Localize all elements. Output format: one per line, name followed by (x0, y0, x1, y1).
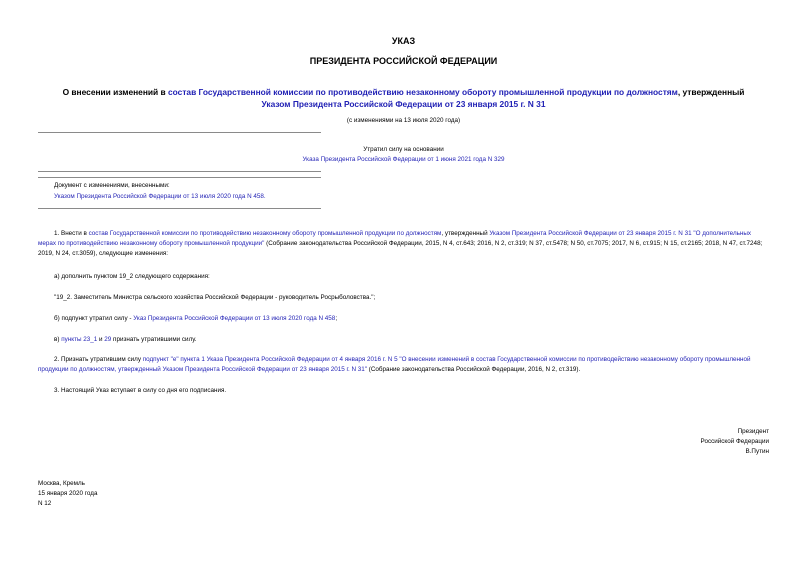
place-city: Москва, Кремль (38, 480, 85, 487)
item-1-link-decree[interactable]: Указом Президента Российской Федерации от 23 января 2015 г. N 31 "О дополнительных мерах по противодействию незаконному обороту промышленной продукции" (38, 230, 752, 247)
heading-link-commission[interactable]: состав Государственной комиссии по противодействию незаконному обороту промышленной продукции по должностям (168, 87, 678, 97)
item-a: а) дополнить пунктом 19_2 следующего содержания: (54, 273, 210, 280)
signature-title: Президент (737, 428, 769, 435)
item-2-text: 2. Признать утратившим силу (54, 356, 143, 363)
item-b-text: б) подпункт утратил силу - (54, 315, 134, 322)
place-number: N 12 (38, 500, 52, 507)
signature-name: В.Путин (745, 448, 769, 455)
amend-link[interactable]: Указом Президента Российской Федерации от 13 июля 2020 года N 458. (54, 193, 266, 200)
item-b (54, 314, 337, 324)
item-2-link[interactable]: подпункт "е" пункта 1 Указа Президента Российской Федерации от 4 января 2016 г. N 5 "О внесении изменений в состав Государственной комиссии по противодействию незаконному обороту промышленной продукции по должностям, утвержденный Указом Президента Российской Федерации от 23 января 2015 г. N 31" (38, 356, 751, 373)
heading-link-decree[interactable]: Указом Президента Российской Федерации от 23 января 2015 г. N 31 (261, 99, 546, 109)
item-v-link-29[interactable]: 29 (104, 336, 112, 343)
void-note: Утратил силу на основании (363, 146, 444, 153)
place-block (38, 479, 97, 509)
item-1-text: , утвержденный (441, 230, 490, 237)
item-v-link-23-1[interactable]: пункты 23_1 (61, 336, 98, 343)
divider (38, 132, 321, 133)
heading-text-1: О внесении изменений в (62, 87, 168, 97)
item-1-text: (Собрание законодательства Российской Федерации, 2015, N 4, ст.643; 2016, N 2, ст.319; N 37, ст.5478; N 50, ст.7075; 2017, N 6, ст.915; N 15, ст.2165; 2018, N 47, ст.7248; 2019, N 24, ст.3059), следующие изменения: (38, 240, 763, 257)
item-1-text: 1. Внести в (54, 230, 89, 237)
place-date: 15 января 2020 года (38, 490, 98, 497)
divider (38, 177, 321, 178)
divider (38, 208, 321, 209)
changes-note: (с изменениями на 13 июля 2020 года) (346, 117, 461, 124)
item-quote: "19_2. Заместитель Министра сельского хозяйства Российской Федерации - руководитель Росрыболовства."; (54, 294, 376, 301)
signature (701, 427, 769, 457)
doc-subtitle: ПРЕЗИДЕНТА РОССИЙСКОЙ ФЕДЕРАЦИИ (309, 56, 498, 66)
heading-text-2: , утвержденный (677, 87, 745, 97)
amend-label: Документ с изменениями, внесенными: (54, 182, 170, 189)
item-v-text: в) (54, 336, 62, 343)
doc-heading (0, 86, 807, 110)
item-2-text: (Собрание законодательства Российской Федерации, 2016, N 2, ст.319). (367, 366, 581, 373)
item-v-text: и (97, 336, 105, 343)
item-b-text: ; (335, 315, 338, 322)
void-link[interactable]: Указа Президента Российской Федерации от 1 июня 2021 года N 329 (302, 156, 505, 163)
divider (38, 171, 321, 172)
item-1 (38, 229, 770, 259)
item-3: 3. Настоящий Указ вступает в силу со дня его подписания. (54, 387, 227, 394)
item-v (54, 335, 197, 345)
item-b-link[interactable]: Указ Президента Российской Федерации от 13 июля 2020 года N 458 (133, 315, 336, 322)
item-v-text: признать утратившими силу. (111, 336, 197, 343)
doc-title: УКАЗ (391, 36, 416, 46)
item-1-link-commission[interactable]: состав Государственной комиссии по противодействию незаконному обороту промышленной продукции по должностям (88, 230, 442, 237)
item-2 (38, 355, 770, 375)
signature-country: Российской Федерации (700, 438, 769, 445)
